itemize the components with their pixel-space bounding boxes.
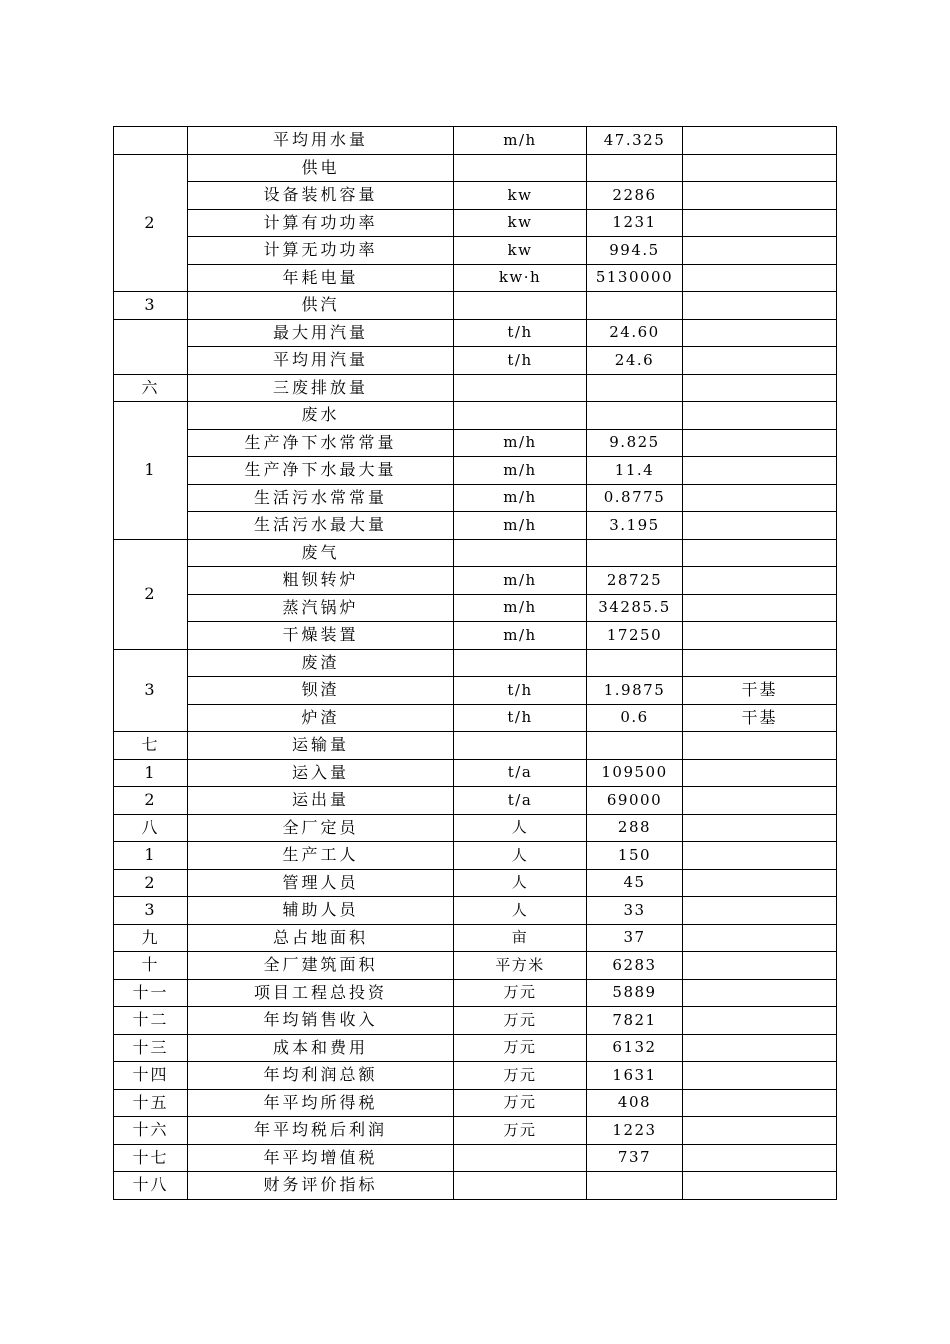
item-name-cell: 生产净下水常常量 xyxy=(188,429,454,457)
item-name-cell: 成本和费用 xyxy=(188,1034,454,1062)
item-name-cell: 年耗电量 xyxy=(188,264,454,292)
value-cell: 24.60 xyxy=(587,319,683,347)
unit-cell xyxy=(454,374,587,402)
table-row xyxy=(114,1144,837,1172)
value-cell xyxy=(587,154,683,182)
item-name-cell: 干燥装置 xyxy=(188,622,454,650)
table-row xyxy=(114,209,837,237)
table-row xyxy=(114,1117,837,1145)
note-cell xyxy=(683,759,837,787)
note-cell xyxy=(683,292,837,320)
row-number-cell: 十一 xyxy=(114,979,188,1007)
table-row xyxy=(114,292,837,320)
unit-cell xyxy=(454,292,587,320)
note-cell xyxy=(683,319,837,347)
unit-cell: t/a xyxy=(454,759,587,787)
item-name-cell: 年平均税后利润 xyxy=(188,1117,454,1145)
row-number-cell: 十二 xyxy=(114,1007,188,1035)
value-cell: 11.4 xyxy=(587,457,683,485)
row-number-cell: 九 xyxy=(114,924,188,952)
item-name-cell: 蒸汽锅炉 xyxy=(188,594,454,622)
table-row xyxy=(114,649,837,677)
unit-cell: 万元 xyxy=(454,1117,587,1145)
note-cell xyxy=(683,594,837,622)
table-row xyxy=(114,952,837,980)
note-cell xyxy=(683,127,837,155)
unit-cell xyxy=(454,732,587,760)
item-name-cell: 粗钡转炉 xyxy=(188,567,454,595)
value-cell: 6132 xyxy=(587,1034,683,1062)
value-cell: 34285.5 xyxy=(587,594,683,622)
item-name-cell: 总占地面积 xyxy=(188,924,454,952)
note-cell xyxy=(683,814,837,842)
unit-cell: t/h xyxy=(454,319,587,347)
row-number-cell: 十四 xyxy=(114,1062,188,1090)
note-cell xyxy=(683,842,837,870)
item-name-cell: 全厂定员 xyxy=(188,814,454,842)
note-cell xyxy=(683,897,837,925)
note-cell xyxy=(683,457,837,485)
unit-cell: t/h xyxy=(454,704,587,732)
value-cell: 1631 xyxy=(587,1062,683,1090)
unit-cell: m/h xyxy=(454,567,587,595)
table-row xyxy=(114,154,837,182)
item-name-cell: 生活污水常常量 xyxy=(188,484,454,512)
item-name-cell: 运出量 xyxy=(188,787,454,815)
value-cell: 5130000 xyxy=(587,264,683,292)
table-row xyxy=(114,567,837,595)
table-row xyxy=(114,622,837,650)
value-cell: 0.8775 xyxy=(587,484,683,512)
table-row xyxy=(114,704,837,732)
unit-cell: 万元 xyxy=(454,1034,587,1062)
note-cell xyxy=(683,1172,837,1200)
item-name-cell: 辅助人员 xyxy=(188,897,454,925)
value-cell: 1223 xyxy=(587,1117,683,1145)
note-cell xyxy=(683,924,837,952)
note-cell xyxy=(683,732,837,760)
row-number-cell: 1 xyxy=(114,402,188,540)
item-name-cell: 运入量 xyxy=(188,759,454,787)
table-row xyxy=(114,347,837,375)
unit-cell xyxy=(454,1172,587,1200)
item-name-cell: 生产净下水最大量 xyxy=(188,457,454,485)
value-cell: 69000 xyxy=(587,787,683,815)
table-row xyxy=(114,127,837,155)
unit-cell: 万元 xyxy=(454,1007,587,1035)
value-cell xyxy=(587,292,683,320)
value-cell xyxy=(587,649,683,677)
row-number-cell: 十五 xyxy=(114,1089,188,1117)
value-cell xyxy=(587,539,683,567)
item-name-cell: 计算无功功率 xyxy=(188,237,454,265)
table-row xyxy=(114,897,837,925)
item-name-cell: 生活污水最大量 xyxy=(188,512,454,540)
item-name-cell: 供汽 xyxy=(188,292,454,320)
row-number-cell: 十七 xyxy=(114,1144,188,1172)
unit-cell: 平方米 xyxy=(454,952,587,980)
table-row xyxy=(114,457,837,485)
note-cell xyxy=(683,567,837,595)
table-row xyxy=(114,1007,837,1035)
value-cell: 2286 xyxy=(587,182,683,210)
unit-cell: kw xyxy=(454,182,587,210)
value-cell: 408 xyxy=(587,1089,683,1117)
row-number-cell: 十八 xyxy=(114,1172,188,1200)
value-cell: 33 xyxy=(587,897,683,925)
table-row xyxy=(114,319,837,347)
note-cell: 干基 xyxy=(683,677,837,705)
value-cell: 0.6 xyxy=(587,704,683,732)
note-cell xyxy=(683,209,837,237)
item-name-cell: 平均用水量 xyxy=(188,127,454,155)
unit-cell: 人 xyxy=(454,814,587,842)
note-cell: 干基 xyxy=(683,704,837,732)
note-cell xyxy=(683,402,837,430)
table-row xyxy=(114,732,837,760)
table-row xyxy=(114,594,837,622)
note-cell xyxy=(683,649,837,677)
table-row xyxy=(114,924,837,952)
item-name-cell: 设备装机容量 xyxy=(188,182,454,210)
value-cell: 45 xyxy=(587,869,683,897)
row-number-cell: 3 xyxy=(114,649,188,732)
item-name-cell: 最大用汽量 xyxy=(188,319,454,347)
table-row xyxy=(114,374,837,402)
note-cell xyxy=(683,1034,837,1062)
row-number-cell xyxy=(114,127,188,155)
unit-cell: t/h xyxy=(454,677,587,705)
table-row xyxy=(114,484,837,512)
table-row xyxy=(114,759,837,787)
value-cell xyxy=(587,402,683,430)
unit-cell: t/a xyxy=(454,787,587,815)
item-name-cell: 运输量 xyxy=(188,732,454,760)
value-cell: 994.5 xyxy=(587,237,683,265)
value-cell: 28725 xyxy=(587,567,683,595)
unit-cell: m/h xyxy=(454,429,587,457)
item-name-cell: 三废排放量 xyxy=(188,374,454,402)
value-cell: 37 xyxy=(587,924,683,952)
unit-cell: kw xyxy=(454,237,587,265)
item-name-cell: 管理人员 xyxy=(188,869,454,897)
value-cell: 7821 xyxy=(587,1007,683,1035)
unit-cell xyxy=(454,539,587,567)
table-row xyxy=(114,264,837,292)
table-row xyxy=(114,512,837,540)
unit-cell: 人 xyxy=(454,897,587,925)
row-number-cell: 十 xyxy=(114,952,188,980)
value-cell: 17250 xyxy=(587,622,683,650)
table-row xyxy=(114,1034,837,1062)
unit-cell: m/h xyxy=(454,622,587,650)
note-cell xyxy=(683,1144,837,1172)
indicator-table xyxy=(113,126,837,1200)
table-row xyxy=(114,1172,837,1200)
unit-cell: 人 xyxy=(454,869,587,897)
note-cell xyxy=(683,979,837,1007)
item-name-cell: 财务评价指标 xyxy=(188,1172,454,1200)
row-number-cell: 2 xyxy=(114,869,188,897)
item-name-cell: 计算有功功率 xyxy=(188,209,454,237)
table-row xyxy=(114,429,837,457)
row-number-cell: 十六 xyxy=(114,1117,188,1145)
unit-cell: 人 xyxy=(454,842,587,870)
value-cell: 288 xyxy=(587,814,683,842)
note-cell xyxy=(683,622,837,650)
table-body xyxy=(114,127,837,1200)
row-number-cell: 1 xyxy=(114,759,188,787)
note-cell xyxy=(683,264,837,292)
item-name-cell: 供电 xyxy=(188,154,454,182)
table-row xyxy=(114,869,837,897)
note-cell xyxy=(683,182,837,210)
item-name-cell: 全厂建筑面积 xyxy=(188,952,454,980)
table-row xyxy=(114,814,837,842)
item-name-cell: 项目工程总投资 xyxy=(188,979,454,1007)
item-name-cell: 年均销售收入 xyxy=(188,1007,454,1035)
note-cell xyxy=(683,512,837,540)
note-cell xyxy=(683,374,837,402)
row-number-cell: 七 xyxy=(114,732,188,760)
table-row xyxy=(114,402,837,430)
value-cell: 47.325 xyxy=(587,127,683,155)
unit-cell: m/h xyxy=(454,484,587,512)
unit-cell: m/h xyxy=(454,512,587,540)
table-row xyxy=(114,1062,837,1090)
row-number-cell: 十三 xyxy=(114,1034,188,1062)
value-cell: 6283 xyxy=(587,952,683,980)
row-number-cell: 2 xyxy=(114,539,188,649)
unit-cell xyxy=(454,402,587,430)
row-number-cell: 八 xyxy=(114,814,188,842)
row-number-cell: 2 xyxy=(114,787,188,815)
value-cell: 109500 xyxy=(587,759,683,787)
value-cell: 150 xyxy=(587,842,683,870)
item-name-cell: 钡渣 xyxy=(188,677,454,705)
value-cell: 1.9875 xyxy=(587,677,683,705)
value-cell: 3.195 xyxy=(587,512,683,540)
note-cell xyxy=(683,154,837,182)
note-cell xyxy=(683,1089,837,1117)
note-cell xyxy=(683,787,837,815)
value-cell xyxy=(587,732,683,760)
note-cell xyxy=(683,869,837,897)
item-name-cell: 废渣 xyxy=(188,649,454,677)
item-name-cell: 年平均增值税 xyxy=(188,1144,454,1172)
unit-cell: t/h xyxy=(454,347,587,375)
value-cell xyxy=(587,374,683,402)
table-row xyxy=(114,979,837,1007)
unit-cell: 万元 xyxy=(454,1062,587,1090)
unit-cell: m/h xyxy=(454,127,587,155)
value-cell: 24.6 xyxy=(587,347,683,375)
item-name-cell: 生产工人 xyxy=(188,842,454,870)
table-row xyxy=(114,677,837,705)
value-cell: 737 xyxy=(587,1144,683,1172)
table-row xyxy=(114,787,837,815)
row-number-cell: 2 xyxy=(114,154,188,292)
unit-cell: kw xyxy=(454,209,587,237)
value-cell xyxy=(587,1172,683,1200)
note-cell xyxy=(683,429,837,457)
note-cell xyxy=(683,1062,837,1090)
note-cell xyxy=(683,484,837,512)
value-cell: 9.825 xyxy=(587,429,683,457)
unit-cell xyxy=(454,154,587,182)
table-row xyxy=(114,842,837,870)
unit-cell xyxy=(454,649,587,677)
value-cell: 1231 xyxy=(587,209,683,237)
table-row xyxy=(114,237,837,265)
unit-cell: 亩 xyxy=(454,924,587,952)
row-number-cell: 3 xyxy=(114,292,188,320)
unit-cell: m/h xyxy=(454,457,587,485)
note-cell xyxy=(683,952,837,980)
unit-cell: kw·h xyxy=(454,264,587,292)
table-row xyxy=(114,1089,837,1117)
item-name-cell: 废水 xyxy=(188,402,454,430)
row-number-cell xyxy=(114,319,188,374)
row-number-cell: 1 xyxy=(114,842,188,870)
item-name-cell: 年平均所得税 xyxy=(188,1089,454,1117)
table-row xyxy=(114,539,837,567)
note-cell xyxy=(683,1117,837,1145)
unit-cell: 万元 xyxy=(454,979,587,1007)
note-cell xyxy=(683,1007,837,1035)
item-name-cell: 炉渣 xyxy=(188,704,454,732)
table-row xyxy=(114,182,837,210)
note-cell xyxy=(683,347,837,375)
unit-cell: 万元 xyxy=(454,1089,587,1117)
item-name-cell: 平均用汽量 xyxy=(188,347,454,375)
note-cell xyxy=(683,539,837,567)
note-cell xyxy=(683,237,837,265)
item-name-cell: 废气 xyxy=(188,539,454,567)
row-number-cell: 3 xyxy=(114,897,188,925)
unit-cell xyxy=(454,1144,587,1172)
row-number-cell: 六 xyxy=(114,374,188,402)
value-cell: 5889 xyxy=(587,979,683,1007)
item-name-cell: 年均利润总额 xyxy=(188,1062,454,1090)
unit-cell: m/h xyxy=(454,594,587,622)
